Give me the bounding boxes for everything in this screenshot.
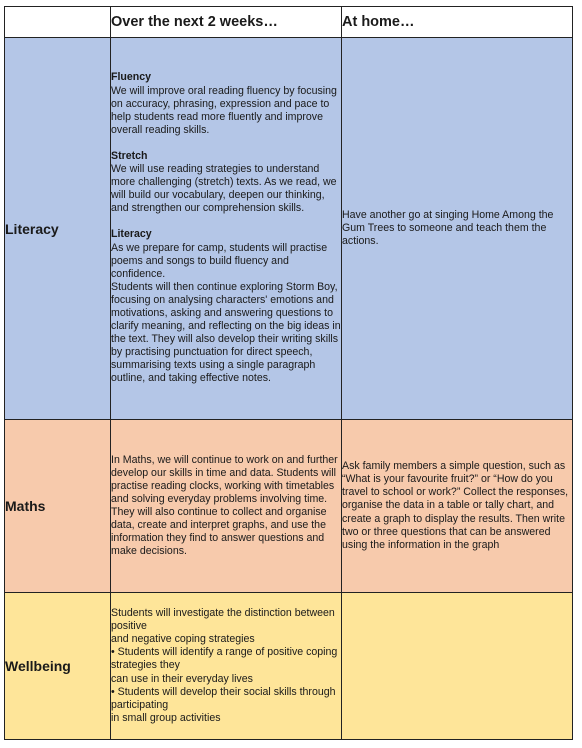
- header-next-2-weeks: Over the next 2 weeks…: [111, 7, 342, 38]
- header-at-home: At home…: [342, 7, 573, 38]
- literacy-plan-cell: [111, 38, 342, 420]
- fluency-heading: Fluency: [111, 71, 152, 84]
- corner-cell: [5, 7, 111, 38]
- literacy-row: [5, 38, 573, 420]
- maths-label: Maths: [5, 420, 111, 593]
- literacy-label: Literacy: [5, 38, 111, 420]
- maths-plan-text: In Maths, we will continue to work on and further develop our skills in time and data. Students will practise reading clocks, working with timetables and solving everyday problems involving time. They will also continue to collect and organise data, create and interpret graphs, and use the information they find to answer questions and make decisions.: [111, 453, 338, 558]
- literacy-home-text: Have another go at singing Home Among the Gum Trees to someone and teach them the actions.: [342, 208, 554, 248]
- maths-home-cell: [342, 420, 573, 593]
- maths-row: [5, 420, 573, 593]
- wellbeing-plan-cell: [111, 593, 342, 740]
- literacy-text: As we prepare for camp, students will practise poems and songs to build fluency and confidence. Students will then continue exploring Storm Boy, focusing on analysing characters' emotions and motivations, asking and answering questions to clarify meaning, and reflecting on the big ideas in the text. They will also develop their writing skills by practising punctuation for direct speech, summarising texts using a single paragraph outline, and taking effective notes.: [111, 241, 341, 385]
- literacy-home-cell: [342, 38, 573, 420]
- wellbeing-label: Wellbeing: [5, 593, 111, 740]
- wellbeing-home-cell: [342, 593, 573, 740]
- planner-table: [4, 6, 573, 740]
- wellbeing-row: [5, 593, 573, 740]
- header-row: [5, 7, 573, 38]
- stretch-text: We will use reading strategies to understand more challenging (stretch) texts. As we read, we will build our vocabulary, deepen our thinking, and strengthen our comprehension skills.: [111, 163, 337, 215]
- fluency-text: We will improve oral reading fluency by focusing on accuracy, phrasing, expression and pace to help students read more fluently and improve overall reading skills.: [111, 84, 337, 136]
- literacy-subheading: Literacy: [111, 228, 152, 241]
- maths-home-text: Ask family members a simple question, such as “What is your favourite fruit?” or “How do you travel to school or work?” Collect the responses, organise the data in a table or tally chart, and create a graph to display the results. Then write two or three questions that can be answered using the information in the graph: [342, 460, 569, 551]
- wellbeing-plan-text: Students will investigate the distinction between positive and negative coping strategies • Students will identify a range of positive coping strategies they can use in their everyday lives • Students will develop their social skills through participating in small group activities: [111, 607, 338, 724]
- maths-plan-cell: [111, 420, 342, 593]
- stretch-heading: Stretch: [111, 149, 148, 162]
